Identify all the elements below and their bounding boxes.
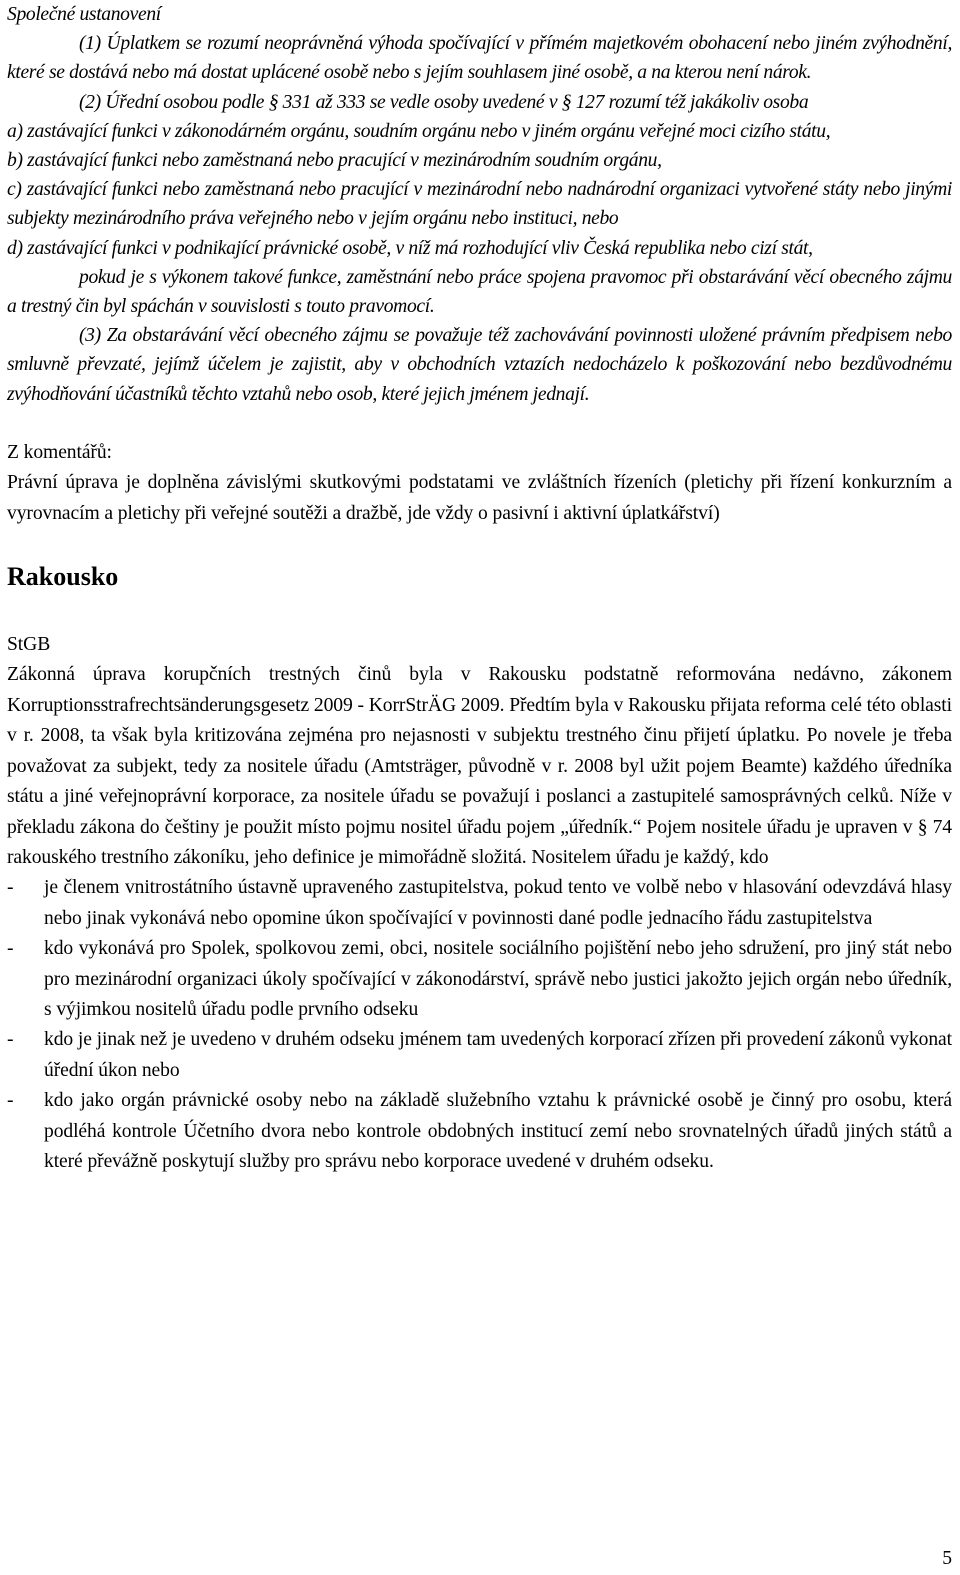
- page-number: 5: [942, 1548, 952, 1569]
- paragraph-2: (2) Úřední osobou podle § 331 až 333 se vedle osoby uvedené v § 127 rozumí též jakákoliv osoba: [79, 91, 809, 113]
- bullet-text: je členem vnitrostátního ústavně upraveného zastupitelstva, pokud tento ve volbě nebo v hlasování odevzdává hlasy nebo jinak vykonává nebo opomine úkon spočívající v povinnosti dané podle jednacího řádu zastupitelstva: [44, 877, 952, 929]
- item-d: d) zastávající funkci v podnikající právnické osobě, v níž má rozhodující vliv Česká republika nebo cizí stát,: [7, 237, 813, 259]
- bullet-text: kdo je jinak než je uvedeno v druhém odseku jménem tam uvedených korporací zřízen při provedení zákonů vykonat úřední úkon nebo: [44, 1029, 952, 1081]
- austria-section: [7, 630, 952, 1177]
- bullet-dash: -: [7, 1090, 14, 1112]
- bullet-item: [7, 873, 952, 934]
- commentary-label: Z komentářů:: [7, 441, 112, 463]
- bullet-item: [7, 1025, 952, 1086]
- bullet-dash: -: [7, 877, 14, 899]
- code-label: StGB: [7, 634, 51, 656]
- bullet-dash: -: [7, 938, 14, 960]
- bullet-text: kdo jako orgán právnické osoby nebo na základě služebního vztahu k právnické osobě je činný pro osobu, která podléhá kontrole Účetního dvora nebo kontrole obdobných institucí zemí nebo srovnatelných úřadů jiných států a které převážně poskytují služby pro správu nebo korporace uvedené v druhém odseku.: [44, 1090, 952, 1172]
- section-title: Společné ustanovení: [7, 4, 161, 25]
- item-a: a) zastávající funkci v zákonodárném orgánu, soudním orgánu nebo v jiném orgánu veřejné moci cizího státu,: [7, 120, 831, 142]
- item-c: c) zastávající funkci nebo zaměstnaná nebo pracující v mezinárodní nebo nadnárodní organizaci vytvořené státy nebo jinými subjekty mezinárodního práva veřejného nebo v jejím orgánu nebo instituci, nebo: [7, 179, 952, 230]
- document-page: [7, 0, 952, 1177]
- commentary-section: [7, 438, 952, 529]
- bullet-text: kdo vykonává pro Spolek, spolkovou zemi, obci, nositele sociálního pojištění nebo jeho sdružení, pro jiný stát nebo pro mezinárodní organizaci úkoly spočívající v zákonodárství, správě nebo justici jakožto jejich orgán nebo úředník, s výjimkou nositelů úřadu podle prvního odseku: [44, 938, 952, 1020]
- paragraph-1: (1) Úplatkem se rozumí neoprávněná výhoda spočívající v přímém majetkovém obohacení nebo jiném zvýhodnění, které se dostává nebo má dostat uplácené osobě nebo s jejím souhlasem jiné osobě, a na kterou není nárok.: [7, 33, 952, 84]
- paragraph-2-ending: pokud je s výkonem takové funkce, zaměstnání nebo práce spojena pravomoc při obstarávání věcí obecného zájmu a trestný čin byl spáchán v souvislosti s touto pravomocí.: [7, 266, 952, 318]
- common-provisions-section: [7, 0, 952, 409]
- austria-heading: Rakousko: [7, 562, 119, 592]
- bullet-dash: -: [7, 1029, 14, 1051]
- commentary-text: Právní úprava je doplněna závislými skutkovými podstatami ve zvláštních řízeních (pletichy při řízení konkurzním a vyrovnacím a pletichy při veřejné soutěži a dražbě, jde vždy o pasivní i aktivní úplatkářství): [7, 472, 952, 524]
- austria-intro: Zákonná úprava korupčních trestných činů byla v Rakousku podstatně reformována nedávno, zákonem Korruptionsstrafrechtsänderungsgesetz 2009 - KorrStrÄG 2009. Předtím byla v Rakousku přijata reforma celé této oblasti v r. 2008, ta však byla kritizována zejména pro nejasnosti v subjektu trestného činu přijetí úplatku. Po novele je třeba považovat za subjekt, tedy za nositele úřadu (Amtsträger, původně v r. 2008 byl užit pojem Beamte) každého úředníka státu a jiné veřejnoprávní korporace, za nositele úřadu se považují i poslanci a zastupitelé samosprávných celků. Níže v překladu zákona do češtiny je použit místo pojmu nositel úřadu pojem „úředník.“ Pojem nositele úřadu je upraven v § 74 rakouského trestního zákoníku, jeho definice je mimořádně složitá. Nositelem úřadu je každý, kdo: [7, 664, 952, 868]
- item-b: b) zastávající funkci nebo zaměstnaná nebo pracující v mezinárodním soudním orgánu,: [7, 150, 662, 172]
- paragraph-3: (3) Za obstarávání věcí obecného zájmu se považuje též zachovávání povinnosti uložené právním předpisem nebo smluvně převzaté, jejímž účelem je zajistit, aby v obchodních vztazích nedocházelo k poškozování nebo bezdůvodnému zvýhodňování účastníků těchto vztahů nebo osob, které jejich jménem jednají.: [7, 325, 952, 405]
- bullet-item: [7, 1086, 952, 1177]
- bullet-item: [7, 934, 952, 1025]
